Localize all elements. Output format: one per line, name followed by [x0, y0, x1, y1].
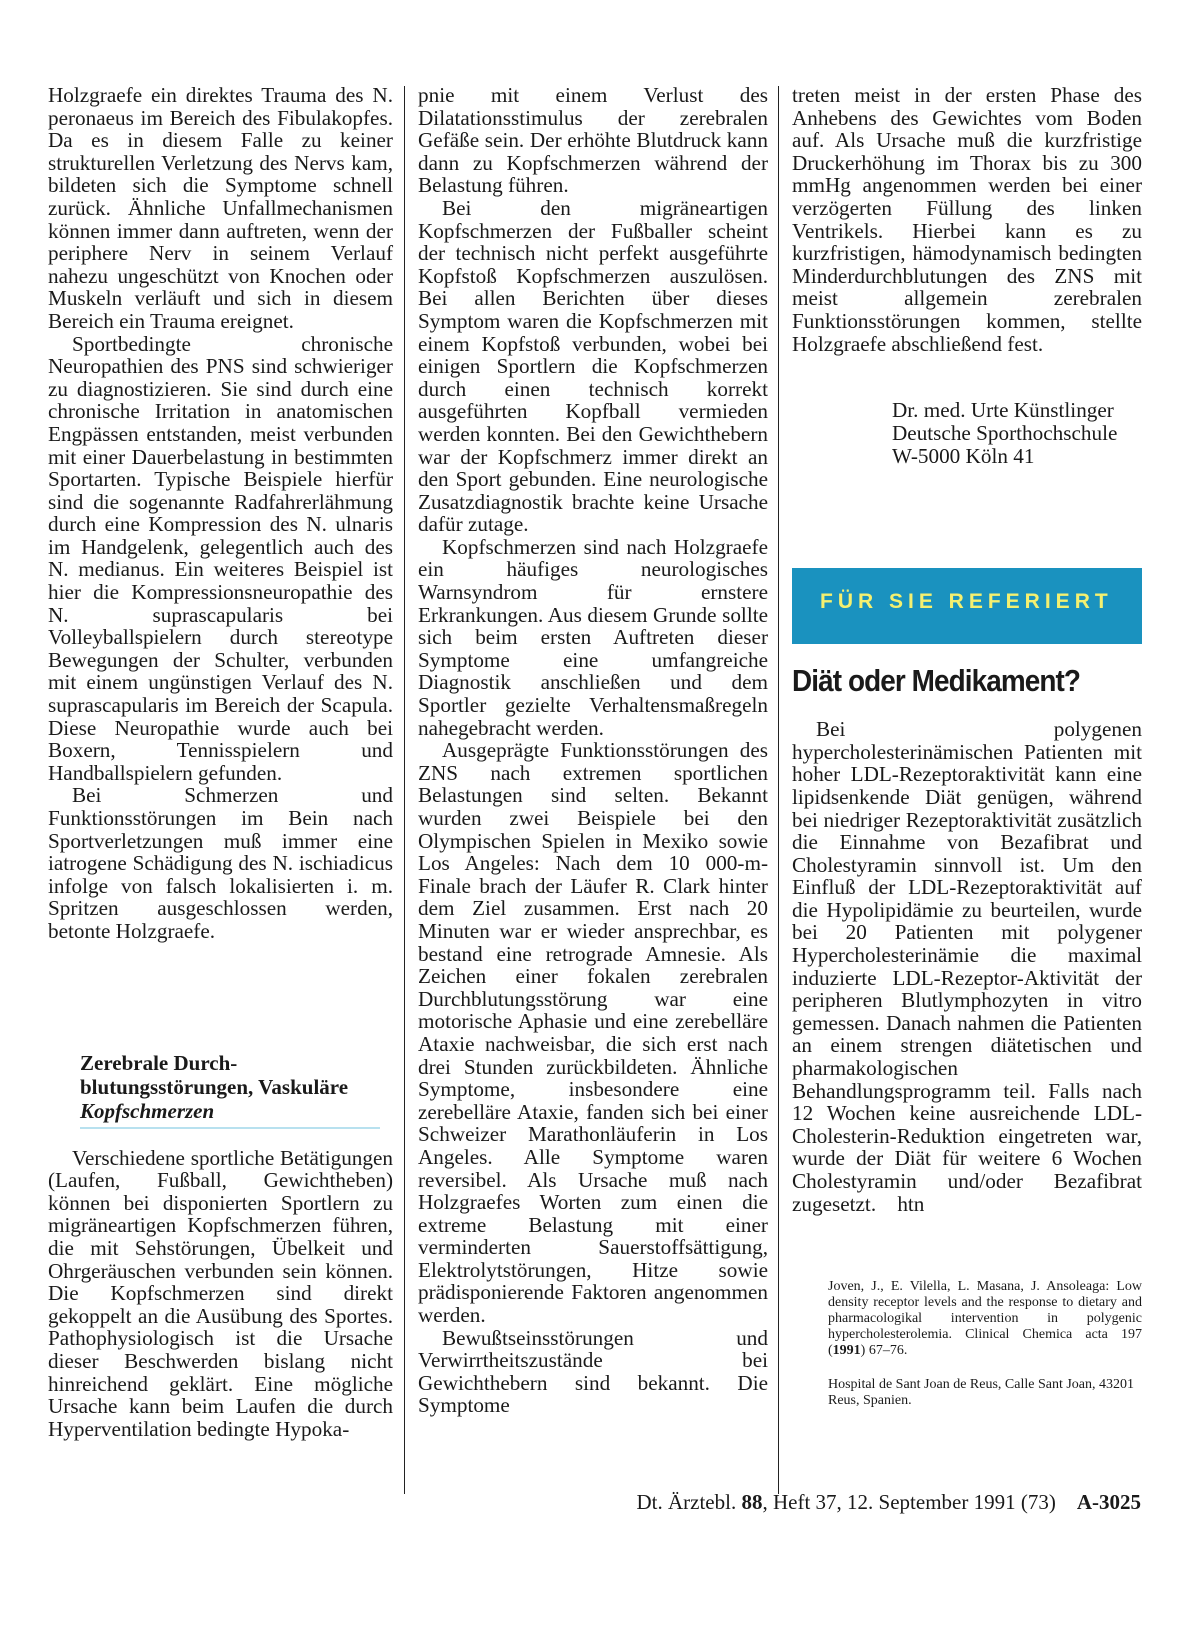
paragraph: treten meist in der ersten Phase des Anhebens des Gewichtes vom Boden auf. Als Ursache muß die kurzfristige Druckerhöhung im Thorax bis zu 300 mmHg angenommen werden bei einer verzögerten Füllung des linken Ventrikels. Hierbei kann es zu kurzfristigen, hämodynamisch bedingten Minderdurchblutungen des ZNS mit meist allgemein zerebralen Funktionsstörungen kommen, stellte Holzgraefe abschließend fest. — [792, 83, 1142, 356]
subheading-line: Kopfschmerzen — [80, 1098, 215, 1123]
paragraph: Bewußtseinsstörungen und Verwirrtheitszustände bei Gewichthebern sind bekannt. Die Symptome — [418, 1325, 768, 1418]
author-institution: Deutsche Sporthochschule — [892, 421, 1118, 446]
paragraph — [792, 718, 1142, 1215]
section-subheading — [80, 1051, 393, 1123]
reference-text: Joven, J., E. Vilella, L. Masana, J. Ansoleaga: Low density receptor levels and the response to dietary and pharmacologikal intervention in polygenic hypercholesterolemia. Clinical Chemica acta 197 ( — [828, 1279, 1142, 1359]
reference-affiliation: Hospital de Sant Joan de Reus, Calle Sant Joan, 43201 Reus, Spanien. — [828, 1377, 1135, 1409]
paragraph: Ausgeprägte Funktionsstörungen des ZNS nach extremen sportlichen Belastungen sind selten. Bekannt wurden zwei Beispiele bei den Olympischen Spielen in Mexiko sowie Los Angeles: Nach dem 10 000-m-Finale brach der Läufer R. Clark hinter dem Ziel zusammen. Erst nach 20 Minuten war er wieder ansprechbar, es bestand eine retrograde Amnesie. Als Zeichen einer fokalen zerebralen Durchblutungsstörung war eine motorische Aphasie und eine zerebelläre Ataxie nachweisbar, die sich erst nach drei Stunden zurückbildeten. Ähnliche Symptome, insbesondere eine zerebelläre Ataxie, fanden sich bei einer Schweizer Marathonläuferin in Los Angeles. Alle Symptome waren reversibel. Als Ursache muß nach Holzgraefes Worten zum einen die extreme Belastung mit einer verminderten Sauerstoffsättigung, Elektrolytstörungen, Hitze sowie prädisponierende Faktoren angenommen werden. — [418, 738, 768, 1328]
reference-year: 1991 — [832, 1343, 861, 1359]
page-code: A-3025 — [1076, 1490, 1141, 1514]
paragraph: pnie mit einem Verlust des Dilatationsstimulus der zerebralen Gefäße sein. Der erhöhte Blutdruck kann dann zu Kopfschmerzen während der Belastung führen. — [418, 83, 768, 198]
literature-reference — [828, 1279, 1142, 1359]
article-title: Diät oder Medikament? — [792, 663, 1081, 699]
column-2 — [418, 84, 768, 1417]
column-divider — [778, 86, 779, 1494]
subheading-line: Zerebrale Durch- — [80, 1050, 238, 1075]
subheading-underline — [80, 1127, 380, 1129]
journal-volume: 88 — [741, 1490, 763, 1514]
section-banner — [792, 568, 1142, 644]
editor-initials: htn — [897, 1191, 925, 1216]
paragraph: Kopfschmerzen sind nach Holzgraefe ein häufiges neurologisches Warnsyndrom für ernstere Erkrankungen. Aus diesem Grunde sollte sich beim ersten Auftreten dieser Symptome eine umfangreiche Diagnostik anschließen und dem Sportler gezielte Verhaltensmaßregeln nahegebracht werden. — [418, 534, 768, 740]
issue-date: , Heft 37, 12. September 1991 (73) — [762, 1490, 1056, 1514]
page-footer — [636, 1490, 1141, 1515]
paragraph: Bei Schmerzen und Funktionsstörungen im Bein nach Sportverletzungen muß immer eine iatrogene Schädigung des N. ischiadicus infolge von falsch lokalisierten i. m. Spritzen ausgeschlossen werden, betonte Holzgraefe. — [48, 783, 393, 943]
column-3 — [792, 84, 1142, 1409]
reference-pages: ) 67–76. — [860, 1343, 908, 1359]
author-name: Dr. med. Urte Künstlinger — [892, 398, 1114, 423]
paragraph-text: Bei polygenen hypercholesterinämischen Patienten mit hoher LDL-Rezeptoraktivität kann eine lipidsenkende Diät genügen, während bei niedriger Rezeptoraktivität zusätzlich die Einnahme von Bezafibrat und Cholestyramin sinnvoll ist. Um den Einfluß der LDL-Rezeptoraktivität auf die Hypolipidämie zu beurteilen, wurde bei 20 Patienten mit polygener Hypercholesterinämie die maximal induzierte LDL-Rezeptor-Aktivität der peripheren Blutlymphozyten in vitro gemessen. Danach nahmen die Patienten an einem strengen diätetischen und pharmakologischen Behandlungsprogramm teil. Falls nach 12 Wochen keine ausreichende LDL-Cholesterin-Reduktion eingetreten war, wurde der Diät für weitere 6 Wochen Cholestyramin und/oder Bezafibrat zugesetzt. — [792, 717, 1142, 1216]
journal-name: Dt. Ärztebl. — [636, 1490, 737, 1514]
column-1 — [48, 84, 393, 1440]
paragraph: Holzgraefe ein direktes Trauma des N. peronaeus im Bereich des Fibulakopfes. Da es in diesem Falle zu keiner strukturellen Verletzung des Nervs kam, bildeten sich die Symptome schnell zurück. Ähnliche Unfallmechanismen können immer dann auftreten, wenn der periphere Nerv in seinem Verlauf nahezu ungeschützt von Knochen oder Muskeln verläuft und sich in diesem Bereich ein Trauma ereignet. — [48, 83, 393, 333]
paragraph: Bei den migräneartigen Kopfschmerzen der Fußballer scheint der technisch nicht perfekt ausgeführte Kopfstoß Kopfschmerzen auszulösen. Bei allen Berichten über dieses Symptom waren die Kopfschmerzen mit einem Kopfstoß verbunden, wobei bei einigen Sportlern die Kopfschmerzen durch einen technisch korrekt ausgeführten Kopfball vermieden werden konnten. Bei den Gewichthebern war der Kopfschmerz immer direkt an den Sport gebunden. Eine neurologische Zusatzdiagnostik brachte keine Ursache dafür zutage. — [418, 195, 768, 537]
subheading-line: blutungsstörungen, Vaskuläre — [80, 1074, 349, 1099]
paragraph: Sportbedingte chronische Neuropathien des PNS sind schwieriger zu diagnostizieren. Sie sind durch eine chronische Irritation in anatomischen Engpässen entstanden, meist verbunden mit einer Dauerbelastung in bestimmten Sportarten. Typische Beispiele hierfür sind die sogenannte Radfahrerlähmung durch eine Kompression des N. ulnaris im Handgelenk, gelegentlich auch des N. medianus. Ein weiteres Beispiel ist hier die Kompressionsneuropathie des N. suprascapularis bei Volleyballspielern durch stereotype Bewegungen der Schulter, verbunden mit einem ungünstigen Verlauf des N. suprascapularis im Bereich der Scapula. Diese Neuropathie wurde auch bei Boxern, Tennisspielern und Handballspielern gefunden. — [48, 331, 393, 785]
section-banner-label: FÜR SIE REFERIERT — [820, 590, 1113, 614]
author-signature — [892, 399, 1142, 468]
author-city: W-5000 Köln 41 — [892, 444, 1035, 469]
column-divider — [404, 86, 405, 1494]
paragraph: Verschiedene sportliche Betätigungen (Laufen, Fußball, Gewichtheben) können bei disponierten Sportlern zu migräneartigen Kopfschmerzen führen, die mit Sehstörungen, Übelkeit und Ohrgeräuschen verbunden sein können. Die Kopfschmerzen sind direkt gekoppelt an die Ausübung des Sportes. Pathophysiologisch ist die Ursache dieser Beschwerden bislang nicht hinreichend geklärt. Eine mögliche Ursache kann beim Laufen die durch Hyperventilation bedingte Hypoka- — [48, 1145, 393, 1441]
